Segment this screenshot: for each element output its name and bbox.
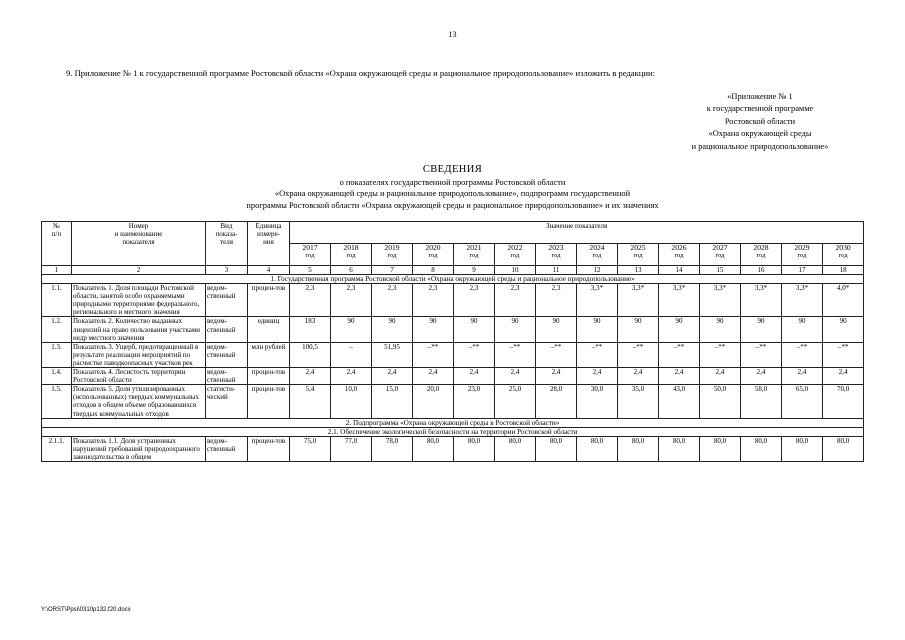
year-suffix: год (838, 252, 848, 260)
value-cell: 90 (823, 317, 864, 342)
table-row (42, 436, 864, 461)
section-title: 2.1. Обеспечение экологической безопасности на территории Ростовской области (42, 427, 864, 436)
value-cell: 80,0 (741, 436, 782, 461)
year-header-cell (290, 244, 331, 266)
year-header-cell (495, 244, 536, 266)
table-row (42, 368, 864, 385)
value-cell: –** (700, 342, 741, 367)
section-row (42, 418, 864, 427)
column-number-cell: 17 (782, 266, 823, 275)
value-cell: –** (782, 342, 823, 367)
column-number-cell: 2 (72, 266, 206, 275)
row-number: 1.3. (42, 342, 72, 367)
value-cell: 3,3* (782, 284, 823, 317)
value-cell: 183 (290, 317, 331, 342)
subtitle-line: программы Ростовской области «Охрана окружающей среды и рациональное природопользование» и их значениях (246, 200, 659, 210)
year-header-cell (618, 244, 659, 266)
value-cell: 2,3 (290, 284, 331, 317)
value-cell: 3,3* (741, 284, 782, 317)
value-cell: 2,4 (577, 368, 618, 385)
section-title: 2. Подпрограмма «Охрана окружающей среды в Ростовской области» (42, 418, 864, 427)
appendix-heading (560, 91, 905, 153)
year-header-cell (823, 244, 864, 266)
appendix-line: «Охрана окружающей среды (708, 129, 812, 139)
value-cell: 80,0 (454, 436, 495, 461)
indicator-name: Показатель 3. Ущерб, предотвращенный в результате реализации мероприятий по расчистке паводкоопасных участков рек (72, 342, 206, 367)
year-label: 2021 (466, 243, 482, 252)
year-suffix: год (346, 252, 356, 260)
value-cell: 15,0 (372, 385, 413, 418)
indicators-table (41, 221, 864, 462)
year-suffix: год (715, 252, 725, 260)
value-cell: 2,3 (331, 284, 372, 317)
value-cell: 2,4 (290, 368, 331, 385)
year-suffix: год (592, 252, 602, 260)
value-cell: 30,0 (577, 385, 618, 418)
value-cell: –** (495, 342, 536, 367)
value-cell: –** (577, 342, 618, 367)
indicator-unit: процен-тов (248, 436, 290, 461)
value-cell: 70,0 (823, 385, 864, 418)
year-suffix: год (428, 252, 438, 260)
value-cell: 90 (454, 317, 495, 342)
header-unit: Единица измере- ния (248, 222, 290, 266)
year-label: 2023 (548, 243, 564, 252)
value-cell: –** (536, 342, 577, 367)
value-cell: 3,3* (700, 284, 741, 317)
value-cell: 2,3 (413, 284, 454, 317)
year-label: 2025 (630, 243, 646, 252)
indicator-kind: ведом-ственный (206, 317, 248, 342)
column-number-cell: 13 (618, 266, 659, 275)
year-suffix: год (674, 252, 684, 260)
indicator-name: Показатель 4. Лесистость территории Ростовской области (72, 368, 206, 385)
indicator-kind: статисти-ческий (206, 385, 248, 418)
value-cell: 35,0 (618, 385, 659, 418)
value-cell: 23,0 (454, 385, 495, 418)
indicator-unit: единиц (248, 317, 290, 342)
value-cell: 2,4 (823, 368, 864, 385)
value-cell: 58,0 (741, 385, 782, 418)
value-cell: 80,0 (495, 436, 536, 461)
row-number: 1.4. (42, 368, 72, 385)
value-cell: 80,0 (536, 436, 577, 461)
value-cell: 90 (741, 317, 782, 342)
year-suffix: год (469, 252, 479, 260)
value-cell: 10,0 (331, 385, 372, 418)
value-cell: 20,0 (413, 385, 454, 418)
year-header-cell (700, 244, 741, 266)
value-cell: –** (618, 342, 659, 367)
table-row (42, 284, 864, 317)
value-cell: 90 (618, 317, 659, 342)
appendix-line: к государственной программе (706, 104, 814, 114)
value-cell: 80,0 (618, 436, 659, 461)
value-cell: 90 (413, 317, 454, 342)
document-title-block (0, 164, 905, 211)
header-kind: Вид показа- теля (206, 222, 248, 266)
column-number-cell: 9 (454, 266, 495, 275)
year-header-cell (413, 244, 454, 266)
value-cell: 3,3* (577, 284, 618, 317)
year-label: 2020 (425, 243, 441, 252)
column-number-cell: 5 (290, 266, 331, 275)
value-cell: – (331, 342, 372, 367)
year-header-cell (454, 244, 495, 266)
indicator-kind: ведом-ственный (206, 342, 248, 367)
document-title: СВЕДЕНИЯ (422, 164, 483, 175)
column-number-cell: 16 (741, 266, 782, 275)
indicator-unit: процен-тов (248, 368, 290, 385)
value-cell: 2,4 (782, 368, 823, 385)
value-cell: 4,0* (823, 284, 864, 317)
footer-file-path: Y:\ORST\Ppsi\0310p132.f20.docx (41, 607, 131, 613)
value-cell: 2,4 (331, 368, 372, 385)
indicator-name: Показатель 5. Доля утилизированных (использованных) твердых коммунальных отходов в общем объеме образовавшихся твердых коммунальных отходов (72, 385, 206, 418)
value-cell: 65,0 (782, 385, 823, 418)
value-cell: 90 (782, 317, 823, 342)
value-cell: –** (741, 342, 782, 367)
year-label: 2028 (753, 243, 769, 252)
value-cell: 90 (495, 317, 536, 342)
value-cell: 2,3 (372, 284, 413, 317)
column-number-cell: 3 (206, 266, 248, 275)
value-cell: 3,3* (659, 284, 700, 317)
year-label: 2024 (589, 243, 605, 252)
value-cell: 2,3 (495, 284, 536, 317)
row-number: 2.1.1. (42, 436, 72, 461)
value-cell: 2,3 (536, 284, 577, 317)
value-cell: –** (659, 342, 700, 367)
indicator-name: Показатель 1.1. Доля устраненных нарушений требований природоохранного законодательства в общем (72, 436, 206, 461)
row-number: 1.5. (42, 385, 72, 418)
value-cell: 50,0 (700, 385, 741, 418)
indicator-name: Показатель 1. Доля площади Ростовской области, занятой особо охраняемыми природными территориями федерального, регионального и местного значения (72, 284, 206, 317)
year-header-cell (372, 244, 413, 266)
value-cell: 2,4 (413, 368, 454, 385)
indicator-kind: ведом-ственный (206, 436, 248, 461)
value-cell: 43,0 (659, 385, 700, 418)
page-number: 13 (448, 30, 457, 39)
value-cell: 2,3 (454, 284, 495, 317)
indicator-kind: ведом-ственный (206, 368, 248, 385)
value-cell: –** (454, 342, 495, 367)
table-row (42, 342, 864, 367)
section-row (42, 427, 864, 436)
appendix-line: Ростовской области (724, 116, 796, 126)
year-label: 2018 (343, 243, 359, 252)
column-number-cell: 15 (700, 266, 741, 275)
section-title: 1. Государственная программа Ростовской области «Охрана окружающей среды и рациональное природопользование» (42, 275, 864, 284)
year-suffix: год (551, 252, 561, 260)
value-cell: 3,3* (618, 284, 659, 317)
value-cell: 80,0 (823, 436, 864, 461)
year-label: 2019 (384, 243, 400, 252)
year-label: 2029 (794, 243, 810, 252)
value-cell: 2,4 (741, 368, 782, 385)
header-num: № п/п (42, 222, 72, 266)
year-label: 2022 (507, 243, 523, 252)
indicator-unit: млн рублей (248, 342, 290, 367)
value-cell: 2,4 (454, 368, 495, 385)
column-number-cell: 4 (248, 266, 290, 275)
value-cell: 90 (659, 317, 700, 342)
row-number: 1.2. (42, 317, 72, 342)
table-row (42, 385, 864, 418)
value-cell: 28,0 (536, 385, 577, 418)
indicator-kind: ведом-ственный (206, 284, 248, 317)
appendix-line: и рациональное природопользование» (691, 141, 829, 151)
year-header-cell (659, 244, 700, 266)
value-cell: 2,4 (700, 368, 741, 385)
year-suffix: год (756, 252, 766, 260)
value-cell: 2,4 (372, 368, 413, 385)
value-cell: 90 (331, 317, 372, 342)
value-cell: 80,0 (577, 436, 618, 461)
year-header-cell (331, 244, 372, 266)
subtitle-line: о показателях государственной программы Ростовской области (339, 177, 566, 187)
value-cell: 80,0 (700, 436, 741, 461)
year-header-cell (536, 244, 577, 266)
value-cell: 77,0 (331, 436, 372, 461)
value-cell: 100,5 (290, 342, 331, 367)
value-cell: 90 (700, 317, 741, 342)
value-cell: –** (413, 342, 454, 367)
intro-paragraph: 9. Приложение № 1 к государственной программе Ростовской области «Охрана окружающей среды и рациональное природопользование» изложить в редакции: (66, 68, 655, 78)
column-number-cell: 1 (42, 266, 72, 275)
year-header-cell (577, 244, 618, 266)
year-label: 2026 (671, 243, 687, 252)
column-number-cell: 11 (536, 266, 577, 275)
row-number: 1.1. (42, 284, 72, 317)
year-label: 2017 (302, 243, 318, 252)
year-suffix: год (387, 252, 397, 260)
value-cell: 2,4 (536, 368, 577, 385)
value-cell: 90 (372, 317, 413, 342)
year-suffix: год (797, 252, 807, 260)
header-values: Значение показателя (290, 222, 864, 244)
year-header-cell (741, 244, 782, 266)
column-number-cell: 12 (577, 266, 618, 275)
column-number-cell: 6 (331, 266, 372, 275)
section-row (42, 275, 864, 284)
column-number-cell: 14 (659, 266, 700, 275)
year-label: 2030 (835, 243, 851, 252)
indicator-name: Показатель 2. Количество выданных лицензий на право пользования участками недр местного значения (72, 317, 206, 342)
header-name: Номер и наименование показателя (72, 222, 206, 266)
indicator-unit: процен-тов (248, 385, 290, 418)
column-number-cell: 18 (823, 266, 864, 275)
year-label: 2027 (712, 243, 728, 252)
year-suffix: год (510, 252, 520, 260)
subtitle-line: «Охрана окружающей среды и рациональное природопользование», подпрограмм государственной (274, 189, 631, 198)
value-cell: 2,4 (618, 368, 659, 385)
column-number-cell: 8 (413, 266, 454, 275)
indicator-unit: процен-тов (248, 284, 290, 317)
value-cell: 80,0 (413, 436, 454, 461)
year-header-cell (782, 244, 823, 266)
year-suffix: год (305, 252, 315, 260)
column-number-cell: 7 (372, 266, 413, 275)
year-suffix: год (633, 252, 643, 260)
value-cell: 90 (536, 317, 577, 342)
column-number-cell: 10 (495, 266, 536, 275)
value-cell: 51,95 (372, 342, 413, 367)
value-cell: 75,0 (290, 436, 331, 461)
value-cell: 25,0 (495, 385, 536, 418)
value-cell: 90 (577, 317, 618, 342)
appendix-line: «Приложение № 1 (727, 92, 793, 101)
value-cell: 78,0 (372, 436, 413, 461)
column-number-row (42, 266, 864, 275)
value-cell: 80,0 (782, 436, 823, 461)
table-row (42, 317, 864, 342)
value-cell: –** (823, 342, 864, 367)
value-cell: 5,4 (290, 385, 331, 418)
value-cell: 2,4 (495, 368, 536, 385)
value-cell: 2,4 (659, 368, 700, 385)
value-cell: 80,0 (659, 436, 700, 461)
